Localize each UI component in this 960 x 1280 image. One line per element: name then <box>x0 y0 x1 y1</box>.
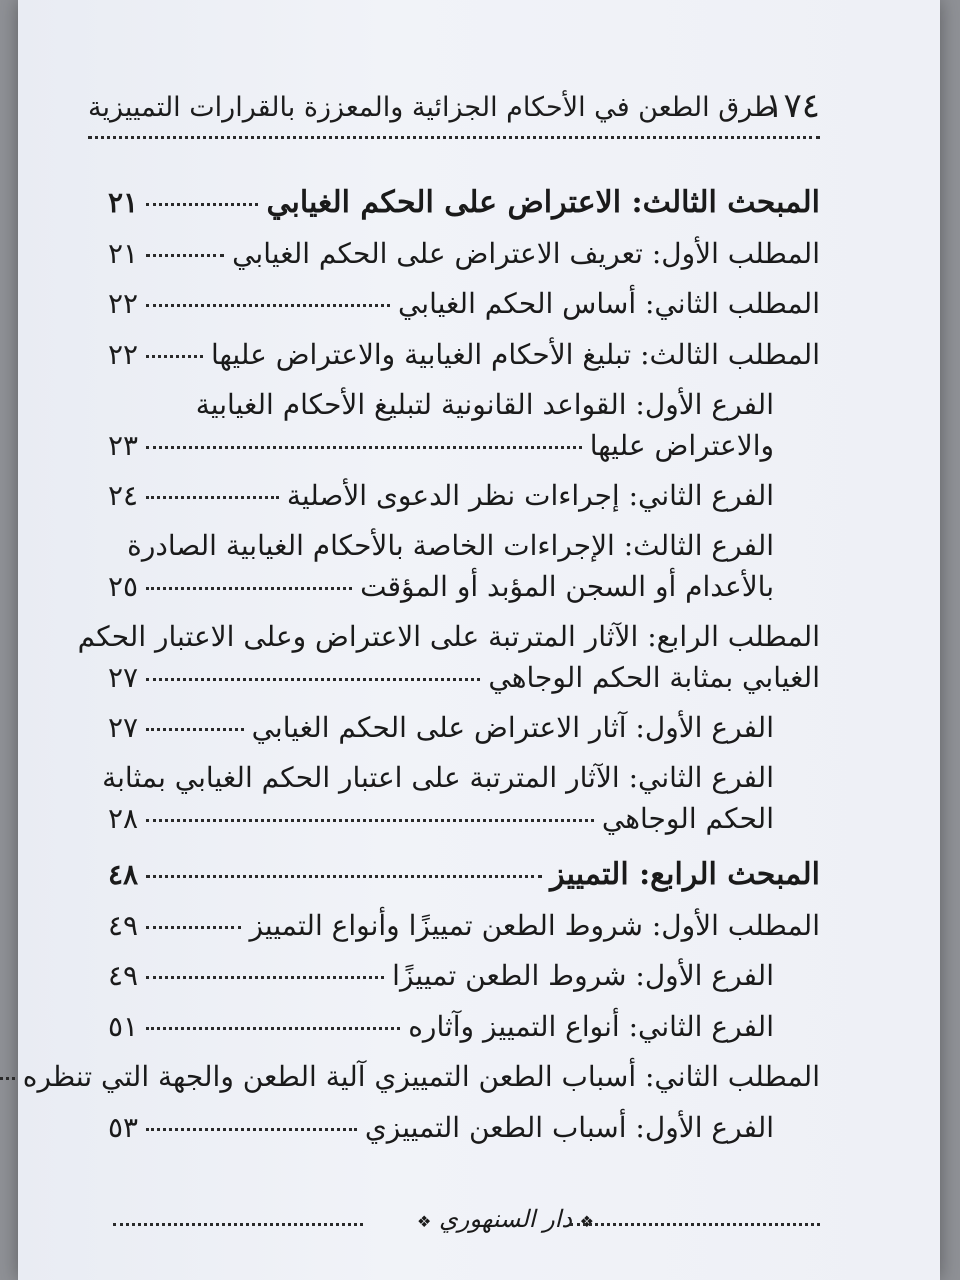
toc-page-number: ٢١ <box>108 237 139 270</box>
toc-entry-text: المطلب الأول: شروط الطعن تمييزًا وأنواع التمييز <box>249 909 820 943</box>
toc-entry-section-3 <box>108 183 820 222</box>
toc-entry-text-line2: الحكم الوجاهي <box>601 801 774 835</box>
header-dotted-rule <box>88 136 820 139</box>
dot-leader <box>146 678 480 681</box>
toc-page-number: ٤٩ <box>108 909 139 943</box>
toc-entry <box>108 337 820 373</box>
dot-leader <box>146 976 384 979</box>
dot-leader <box>0 1077 15 1080</box>
toc-entry-text: الفرع الثاني: أنواع التمييز وآثاره <box>408 1009 774 1043</box>
toc-entry <box>108 286 820 322</box>
toc-entry-continuation <box>108 801 774 837</box>
dot-leader <box>146 304 390 307</box>
publisher-logo <box>398 1205 613 1233</box>
dot-leader <box>146 728 244 731</box>
toc-page-number: ٤٨ <box>108 858 139 892</box>
toc-entry-text: المبحث الثالث: الاعتراض على الحكم الغيابي <box>266 185 820 220</box>
dot-leader <box>146 203 258 206</box>
toc-entry-section-4 <box>108 855 820 894</box>
toc-page-number: ٢٢ <box>108 337 139 371</box>
dot-leader <box>146 496 279 499</box>
toc-page-number: ٤٩ <box>108 959 139 993</box>
dot-leader <box>146 875 542 878</box>
toc-entry-text-line2: الغيابي بمثابة الحكم الوجاهي <box>488 660 820 694</box>
toc-entry-text: الفرع الأول: أسباب الطعن التمييزي <box>364 1110 774 1144</box>
toc-page-number: ٥١ <box>108 1009 139 1043</box>
toc-page-number: ٢٧ <box>108 710 139 744</box>
dot-leader <box>146 819 594 822</box>
toc-entry-multiline <box>108 528 820 605</box>
footer-dotted-rule-left <box>113 1223 363 1226</box>
dot-leader <box>146 1128 357 1131</box>
toc-entry-text: المطلب الثاني: أساس الحكم الغيابي <box>397 287 820 321</box>
toc-entry-text-line1: الفرع الثاني: الآثار المترتبة على اعتبار الحكم الغيابي بمثابة <box>102 761 774 795</box>
toc-entry-multiline <box>108 387 820 464</box>
footer-dotted-rule-right <box>570 1223 820 1226</box>
running-title: طرق الطعن في الأحكام الجزائية والمعززة بالقرارات التمييزية <box>88 92 776 123</box>
toc-entry <box>22 1059 820 1095</box>
book-page <box>18 0 940 1280</box>
toc-page-number: ٢٢ <box>108 287 139 321</box>
toc-entry-continuation <box>108 660 820 696</box>
ornament-icon: ❖ <box>416 1212 432 1231</box>
toc-entry <box>108 1009 820 1045</box>
toc-entry <box>108 236 820 272</box>
toc-page-number: ٢٤ <box>108 478 139 512</box>
toc-entry-text: الفرع الأول: شروط الطعن تمييزًا <box>392 959 774 993</box>
toc-entry <box>108 958 820 994</box>
page-footer <box>113 1205 820 1245</box>
toc-entry <box>108 478 820 514</box>
dot-leader <box>146 1027 400 1030</box>
toc-entry <box>108 908 820 944</box>
toc-entry-text: المبحث الرابع: التمييز <box>550 857 820 893</box>
toc-entry-text-line1: الفرع الأول: القواعد القانونية لتبليغ الأحكام الغيابية <box>195 388 774 422</box>
toc-page-number: ٢١ <box>108 186 139 219</box>
toc-entry-text-line2: بالأعدام أو السجن المؤبد أو المؤقت <box>360 569 774 603</box>
toc-entry-text: المطلب الثالث: تبليغ الأحكام الغيابية والاعتراض عليها <box>210 337 820 371</box>
publisher-logo-text: دار السنهوري <box>438 1205 573 1233</box>
toc-entry-text: الفرع الثاني: إجراءات نظر الدعوى الأصلية <box>286 478 774 512</box>
ornament-icon: ❖ <box>579 1212 594 1231</box>
dot-leader <box>146 355 203 358</box>
dot-leader <box>146 926 241 929</box>
dot-leader <box>146 446 582 449</box>
page-header <box>88 78 820 138</box>
toc-entry-text: المطلب الثاني: أسباب الطعن التمييزي آلية الطعن والجهة التي تنظره <box>22 1060 820 1094</box>
toc-entry <box>108 1110 820 1146</box>
toc-entry-continuation <box>108 428 774 464</box>
dot-leader <box>146 587 352 590</box>
toc-page-number: ٢٥ <box>108 569 139 603</box>
toc-page-number: ٢٣ <box>108 428 139 462</box>
page-number: ١٧٤ <box>765 86 820 126</box>
toc-entry-continuation <box>108 569 774 605</box>
toc-entry-text: المطلب الأول: تعريف الاعتراض على الحكم الغيابي <box>232 237 820 270</box>
dot-leader <box>146 254 224 257</box>
toc-page-number: ٢٨ <box>108 801 139 835</box>
toc-entry-multiline <box>102 760 820 837</box>
table-of-contents <box>22 165 820 1146</box>
toc-page-number: ٥٣ <box>108 1110 139 1144</box>
toc-entry-text: الفرع الأول: آثار الاعتراض على الحكم الغيابي <box>251 710 774 744</box>
toc-entry <box>108 710 820 746</box>
toc-entry-multiline <box>77 619 820 696</box>
toc-entry-text-line2: والاعتراض عليها <box>589 428 774 462</box>
toc-entry-text-line1: المطلب الرابع: الآثار المترتبة على الاعتراض وعلى الاعتبار الحكم <box>77 620 820 654</box>
toc-page-number: ٢٧ <box>108 660 139 694</box>
toc-entry-text-line1: الفرع الثالث: الإجراءات الخاصة بالأحكام الغيابية الصادرة <box>127 529 774 563</box>
